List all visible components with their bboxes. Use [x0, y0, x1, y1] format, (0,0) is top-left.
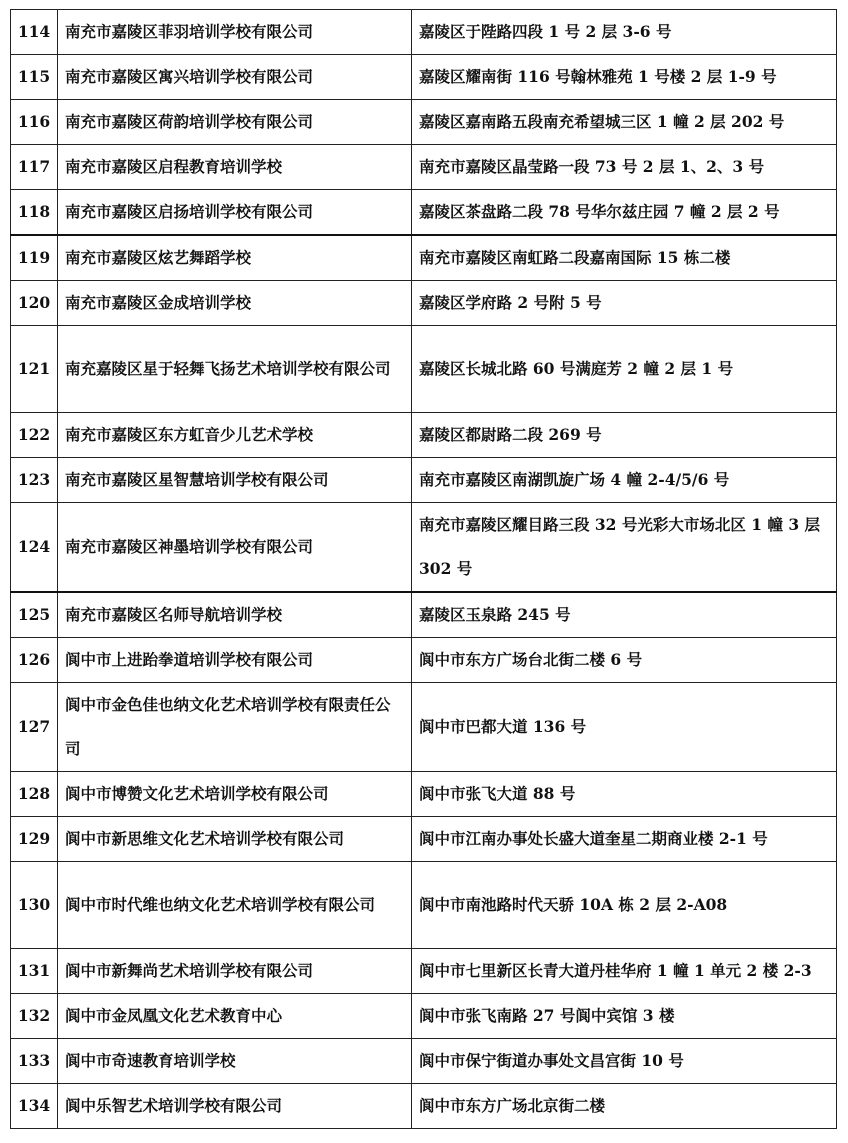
table-row [11, 190, 837, 236]
table-row [11, 1039, 837, 1084]
school-address: 阆中市保宁街道办事处文昌宫街 10 号 [412, 1039, 837, 1084]
row-number: 125 [11, 592, 58, 638]
row-number: 126 [11, 638, 58, 683]
table-row [11, 145, 837, 190]
table-row [11, 592, 837, 638]
school-address: 嘉陵区嘉南路五段南充希望城三区 1 幢 2 层 202 号 [412, 100, 837, 145]
table-row [11, 55, 837, 100]
table-row [11, 458, 837, 503]
table-row [11, 326, 837, 413]
table-row [11, 413, 837, 458]
school-address: 阆中市江南办事处长盛大道奎星二期商业楼 2-1 号 [412, 817, 837, 862]
table-row [11, 683, 837, 772]
table-row [11, 862, 837, 949]
row-number: 116 [11, 100, 58, 145]
school-name: 阆中市新思维文化艺术培训学校有限公司 [58, 817, 412, 862]
school-address: 阆中市巴都大道 136 号 [412, 683, 837, 772]
school-address: 阆中市东方广场台北街二楼 6 号 [412, 638, 837, 683]
school-address: 嘉陵区茶盘路二段 78 号华尔兹庄园 7 幢 2 层 2 号 [412, 190, 837, 236]
row-number: 115 [11, 55, 58, 100]
school-name: 南充市嘉陵区东方虹音少儿艺术学校 [58, 413, 412, 458]
school-address: 南充市嘉陵区耀目路三段 32 号光彩大市场北区 1 幢 3 层 302 号 [412, 503, 837, 593]
school-address: 阆中市张飞南路 27 号阆中宾馆 3 楼 [412, 994, 837, 1039]
table-row [11, 772, 837, 817]
school-name: 南充市嘉陵区星智慧培训学校有限公司 [58, 458, 412, 503]
school-name: 南充市嘉陵区名师导航培训学校 [58, 592, 412, 638]
school-name: 南充市嘉陵区荷韵培训学校有限公司 [58, 100, 412, 145]
school-address: 阆中市张飞大道 88 号 [412, 772, 837, 817]
row-number: 133 [11, 1039, 58, 1084]
row-number: 121 [11, 326, 58, 413]
school-name: 阆中市上进跆拳道培训学校有限公司 [58, 638, 412, 683]
table-row [11, 235, 837, 281]
school-address: 嘉陵区学府路 2 号附 5 号 [412, 281, 837, 326]
row-number: 127 [11, 683, 58, 772]
school-address: 南充市嘉陵区南湖凯旋广场 4 幢 2-4/5/6 号 [412, 458, 837, 503]
school-name: 南充市嘉陵区菲羽培训学校有限公司 [58, 10, 412, 55]
table-row [11, 10, 837, 55]
row-number: 132 [11, 994, 58, 1039]
school-address: 嘉陵区玉泉路 245 号 [412, 592, 837, 638]
school-address: 南充市嘉陵区晶莹路一段 73 号 2 层 1、2、3 号 [412, 145, 837, 190]
school-address: 阆中市南池路时代天骄 10A 栋 2 层 2-A08 [412, 862, 837, 949]
table-row [11, 638, 837, 683]
school-name: 南充市嘉陵区寓兴培训学校有限公司 [58, 55, 412, 100]
table-row [11, 503, 837, 593]
table-row [11, 949, 837, 994]
table-row [11, 817, 837, 862]
row-number: 123 [11, 458, 58, 503]
row-number: 114 [11, 10, 58, 55]
table-row [11, 100, 837, 145]
school-name: 南充市嘉陵区炫艺舞蹈学校 [58, 235, 412, 281]
table-row [11, 994, 837, 1039]
school-name: 阆中市金色佳也纳文化艺术培训学校有限责任公司 [58, 683, 412, 772]
row-number: 131 [11, 949, 58, 994]
school-name: 南充市嘉陵区启扬培训学校有限公司 [58, 190, 412, 236]
row-number: 129 [11, 817, 58, 862]
school-address: 嘉陵区都尉路二段 269 号 [412, 413, 837, 458]
school-name: 阆中市博赞文化艺术培训学校有限公司 [58, 772, 412, 817]
school-name: 南充嘉陵区星于轻舞飞扬艺术培训学校有限公司 [58, 326, 412, 413]
table-row [11, 281, 837, 326]
school-address: 嘉陵区于陛路四段 1 号 2 层 3-6 号 [412, 10, 837, 55]
row-number: 128 [11, 772, 58, 817]
table-row [11, 1084, 837, 1129]
school-name: 阆中市新舞尚艺术培训学校有限公司 [58, 949, 412, 994]
row-number: 134 [11, 1084, 58, 1129]
school-address: 阆中市七里新区长青大道丹桂华府 1 幢 1 单元 2 楼 2-3 [412, 949, 837, 994]
row-number: 124 [11, 503, 58, 593]
school-address: 南充市嘉陵区南虹路二段嘉南国际 15 栋二楼 [412, 235, 837, 281]
row-number: 117 [11, 145, 58, 190]
school-name: 南充市嘉陵区神墨培训学校有限公司 [58, 503, 412, 593]
school-listing-table [10, 9, 837, 1129]
row-number: 118 [11, 190, 58, 236]
school-name: 阆中市奇速教育培训学校 [58, 1039, 412, 1084]
school-name: 南充市嘉陵区启程教育培训学校 [58, 145, 412, 190]
school-address: 嘉陵区耀南街 116 号翰林雅苑 1 号楼 2 层 1-9 号 [412, 55, 837, 100]
school-address: 嘉陵区长城北路 60 号满庭芳 2 幢 2 层 1 号 [412, 326, 837, 413]
school-name: 阆中乐智艺术培训学校有限公司 [58, 1084, 412, 1129]
school-name: 阆中市时代维也纳文化艺术培训学校有限公司 [58, 862, 412, 949]
row-number: 120 [11, 281, 58, 326]
row-number: 122 [11, 413, 58, 458]
row-number: 130 [11, 862, 58, 949]
school-address: 阆中市东方广场北京街二楼 [412, 1084, 837, 1129]
school-name: 阆中市金凤凰文化艺术教育中心 [58, 994, 412, 1039]
school-name: 南充市嘉陵区金成培训学校 [58, 281, 412, 326]
row-number: 119 [11, 235, 58, 281]
